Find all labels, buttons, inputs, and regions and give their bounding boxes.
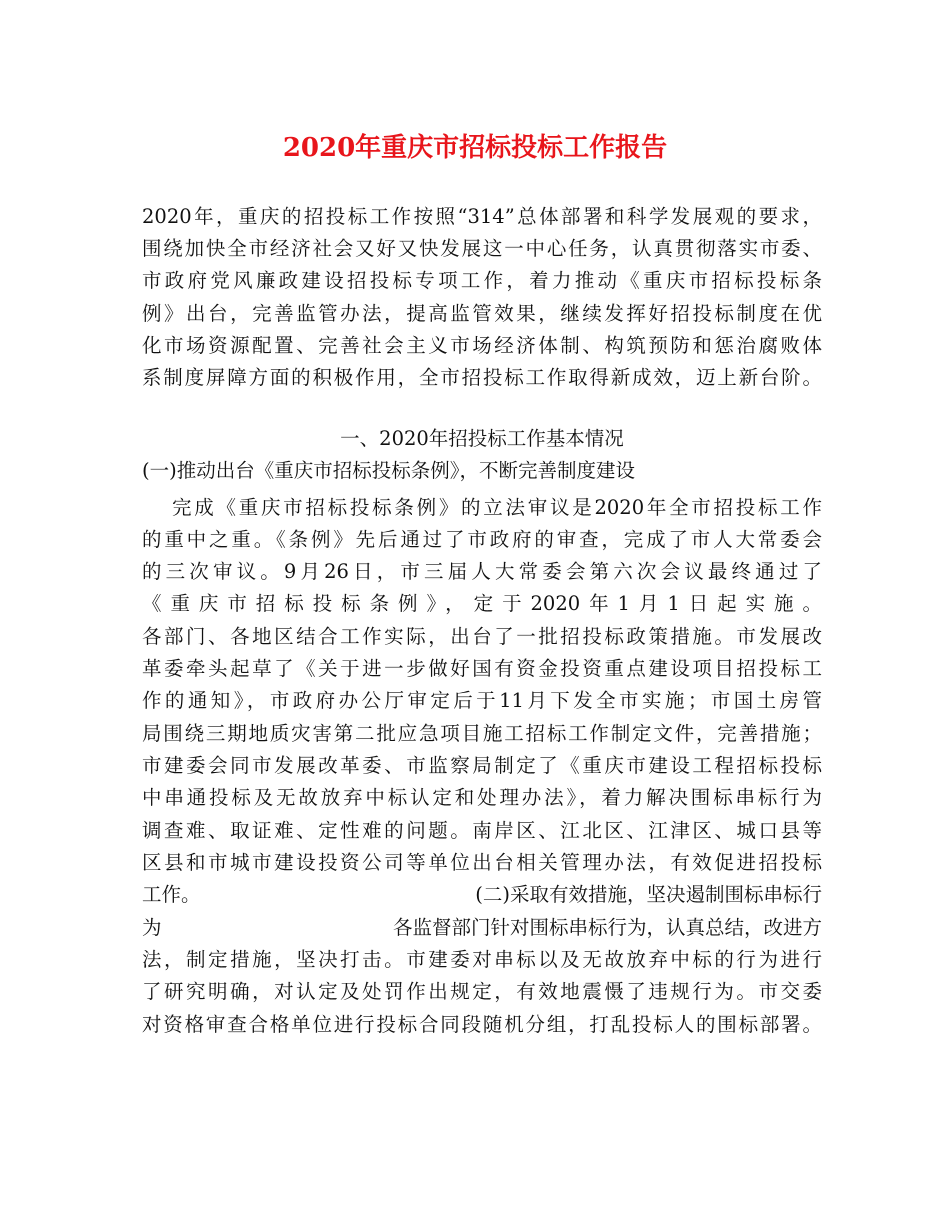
paragraph-line: 完成《重庆市招标投标条例》的立法审议是2020年全市招投标工作 [172, 496, 822, 519]
paragraph-line: 市建委会同市发展改革委、市监察局制定了《重庆市建设工程招标投标 [142, 754, 822, 777]
subsection-heading: (一)推动出台《重庆市招标投标条例》，不断完善制度建设 [142, 459, 635, 482]
paragraph-line: 围绕加快全市经济社会又好又快发展这一中心任务，认真贯彻落实市委、 [142, 237, 822, 260]
paragraph-line-end: 工作。 [142, 883, 201, 906]
paragraph-line: 市政府党风廉政建设招投标专项工作，着力推动《重庆市招标投标条 [142, 269, 822, 292]
page-title: 2020年重庆市招标投标工作报告 [282, 133, 668, 163]
paragraph-line: 2020年，重庆的招投标工作按照“314”总体部署和科学发展观的要求， [142, 205, 822, 228]
paragraph-line: 的三次审议。9月26日，市三届人大常委会第六次会议最终通过了 [142, 560, 822, 583]
paragraph-line-split [142, 881, 822, 909]
subsection-heading-inline: (二)采取有效措施，坚决遏制围标串标行 [475, 883, 822, 906]
paragraph-line: 的重中之重。《条例》先后通过了市政府的审查，完成了市人大常委会 [142, 528, 822, 551]
paragraph-line: 例》出台，完善监管办法，提高监管效果，继续发挥好招投标制度在优 [142, 302, 822, 325]
paragraph-line: 化市场资源配置、完善社会主义市场经济体制、构筑预防和惩治腐败体 [142, 334, 822, 357]
paragraph-line: 中串通投标及无故放弃中标认定和处理办法》，着力解决围标串标行为 [142, 786, 822, 809]
paragraph-line: 调查难、取证难、定性难的问题。南岸区、江北区、江津区、城口县等 [142, 819, 822, 842]
paragraph-line: 法，制定措施，坚决打击。市建委对串标以及无故放弃中标的行为进行 [142, 948, 822, 971]
paragraph-line: 各部门、各地区结合工作实际，出台了一批招投标政策措施。市发展改 [142, 625, 822, 648]
section-heading: 一、2020年招投标工作基本情况 [340, 427, 624, 450]
paragraph-line: 对资格审查合格单位进行投标合同段随机分组，打乱投标人的围标部署。 [142, 1013, 822, 1036]
paragraph-line: 革委牵头起草了《关于进一步做好国有资金投资重点建设项目招投标工 [142, 657, 822, 680]
paragraph-line: 系制度屏障方面的积极作用，全市招投标工作取得新成效，迈上新台阶。 [142, 366, 822, 389]
paragraph-line: 作的通知》，市政府办公厅审定后于11月下发全市实施；市国土房管 [142, 689, 822, 712]
paragraph-line: 了研究明确，对认定及处罚作出规定，有效地震慑了违规行为。市交委 [142, 980, 822, 1003]
paragraph-line-start: 各监督部门针对围标串标行为，认真总结，改进方 [392, 916, 822, 939]
paragraph-line: 《重庆市招标投标条例》，定于2020年1月1日起实施。 [142, 592, 822, 615]
paragraph-line-split [142, 914, 822, 942]
paragraph-line: 局围绕三期地质灾害第二批应急项目施工招标工作制定文件，完善措施； [142, 722, 822, 745]
subsection-heading-end: 为 [142, 916, 162, 939]
paragraph-line: 区县和市城市建设投资公司等单位出台相关管理办法，有效促进招投标 [142, 851, 822, 874]
